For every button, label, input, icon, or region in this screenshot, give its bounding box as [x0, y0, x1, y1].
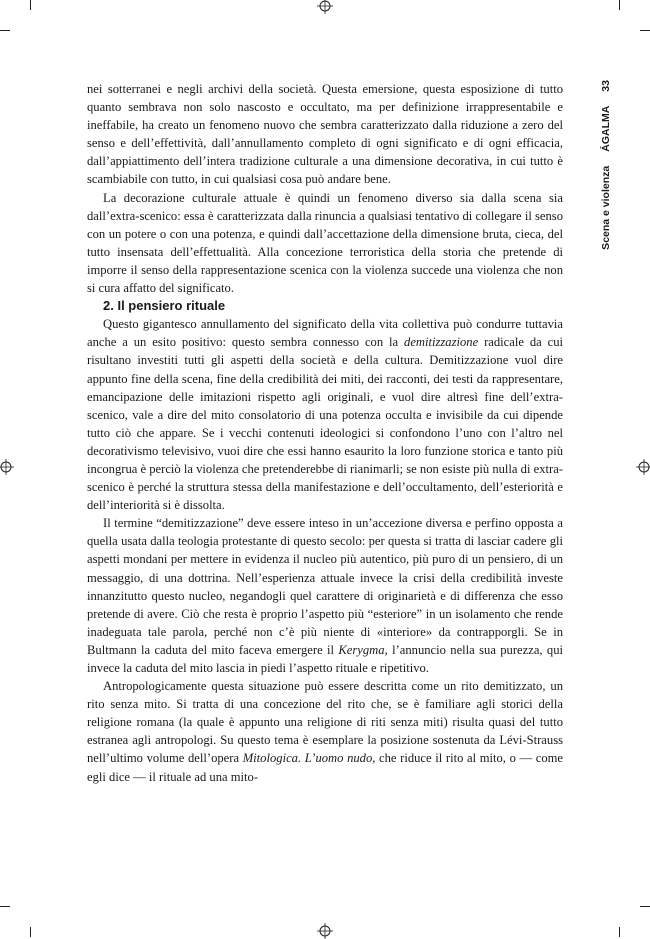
page-number: 33 [600, 80, 612, 92]
paragraph: Questo gigantesco annullamento del significato della vita collettiva può condurre tuttavia anche a un esito positivo: questo sembra connesso con la demitizzazione radicale da cui risultano investiti tutti gli aspetti della società e della cultura. Demitizzazione vuol dire appunto fine della scena, fine della credibilità dei miti, dei racconti, dei testi da rappresentare, emancipazione delle imitazioni rispetto agli originali, e vuol dire altresì fine dell’extra-scenico, vale a dire del mito consolatorio di una potenza occulta e invisibile da cui dipende tutto ciò che appare. Se i vecchi contenuti ideologici si confondono l’uno con l’altro nel decorativismo televisivo, vuoi dire che essi hanno esaurito la loro funzione storica e tanto più incongrua è perciò la violenza che pretenderebbe di rianimarli; se non esiste più nulla di extra-scenico è perché la struttura stessa della manifestazione e dell’occultamento, dell’esteriorità e dell’interiorità si è dissolta. [87, 317, 563, 513]
paragraph: Il termine “demitizzazione” deve essere inteso in un’accezione diversa e perfino opposta a quella usata dalla teologia protestante di questo secolo: per questa si tratta di lasciar cadere gli aspetti mondani per mettere in evidenza il nucleo più autentico, più puro di un pensiero, di un messaggio, di una dottrina. Nell’esperienza attuale invece la crisi della credibilità investe innanzitutto questo nucleo, negandogli quel carattere di originarietà e di differenza che esso pretende di avere. Ciò che resta è proprio l’aspetto più “esteriore” in un isolamento che rende inadeguata tale parola, perché non c’è più niente di «interiore» da contrapporgli. Se in Bultmann la caduta del mito faceva emergere il Kerygma, l’annuncio nella sua purezza, qui invece la caduta del mito lascia in piedi l’aspetto rituale e ripetitivo. [87, 516, 564, 675]
section-heading: 2. Il pensiero rituale [103, 298, 226, 314]
registration-mark-icon [636, 459, 650, 475]
paragraph: nei sotterranei e negli archivi della società. Questa emersione, questa esposizione di tutto quanto sembrava non solo nascosto e occultato, ma per definizione irrappresentabile e ineffabile, ha creato un fenomeno nuovo che sembra caratterizzato dalla riduzione a zero del senso e dell’effettività, dall’annullamento completo di ogni significato e di ogni efficacia, dall’appiattimento dell’intera tradizione culturale a una dimensione decorativa, in cui tutto è scambiabile con tutto, in cui qualsiasi cosa può andare bene. [87, 82, 563, 187]
running-journal-title: ÁGALMA [600, 105, 612, 152]
paragraph: La decorazione culturale attuale è quindi un fenomeno diverso sia dalla scena sia dall’extra-scenico: essa è caratterizzata dalla rinuncia a qualsiasi tentativo di collegare il senso con un potere o con una potenza, e quindi dall’accettazione della dimensione bruta, cieca, del tutto insensata dell’effettualità. Alla concezione terroristica della storia che pretende di imporre il senso della rappresentazione scenica con la violenza succede una violenza che non si cura affatto del significato. [87, 190, 563, 296]
crop-mark [30, 0, 31, 10]
registration-mark-icon [0, 459, 14, 475]
emphasis: demitizzazione [404, 335, 479, 350]
crop-mark [30, 927, 31, 937]
running-header [594, 80, 618, 300]
registration-mark-icon [317, 0, 333, 14]
crop-mark [0, 30, 10, 31]
paragraph: Antropologicamente questa situazione può essere descritta come un rito demitizzato, un rito senza mito. Si tratta di una concezione del rito che, se è familiare agli storici della religione romana (la quale è appunto una religione di riti senza miti) risulta quasi del tutto estranea agli antropologi. Su questo tema è esemplare la posizione sostenuta da Lévi-Strauss nell’ultimo volume dell’opera Mitologica. L’uomo nudo, che riduce il rito al mito, o — come egli dice — il rituale ad una mito- [87, 679, 563, 784]
crop-mark [619, 0, 620, 10]
crop-mark [640, 30, 650, 31]
body-text [87, 80, 563, 786]
emphasis: Mitologica. L’uomo nudo [242, 751, 373, 766]
crop-mark [640, 906, 650, 907]
crop-mark [619, 927, 620, 937]
running-section-title: Scena e violenza [600, 165, 612, 250]
crop-mark [0, 906, 10, 907]
emphasis: Kerygma [338, 642, 385, 657]
